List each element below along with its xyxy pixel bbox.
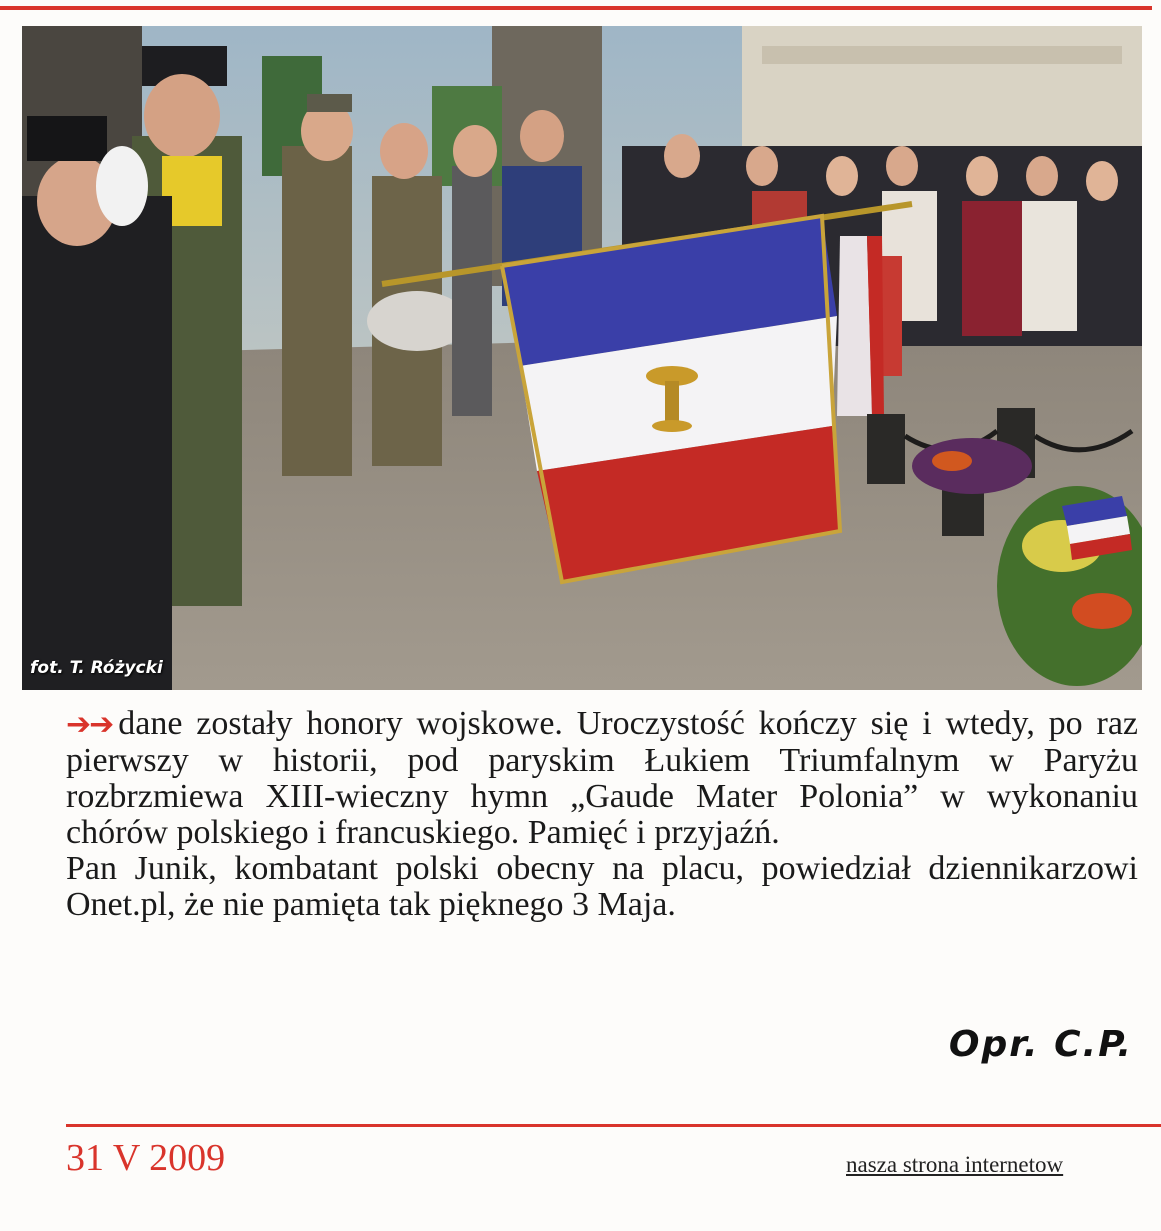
article-paragraph-2: Pan Junik, kombatant polski obecny na placu, powiedział dziennikarzowi Onet.pl, że nie pamięta tak pięknego 3 Maja. — [66, 850, 1138, 923]
article-paragraph-1-text: dane zostały honory wojskowe. Uroczystość kończy się i wtedy, po raz pierwszy w historii, pod paryskim Łukiem Triumfalnym w Paryżu rozbrzmiewa XIII-wieczny hymn „Gaude Mater Polonia” w wykonaniu chórów polskiego i francuskiego. Pamięć i przyjaźń. — [66, 705, 1138, 851]
continuation-arrows-icon: ➔➔ — [66, 707, 113, 742]
photo-credit: fot. T. Różycki — [30, 658, 163, 678]
footer-date: 31 V 2009 — [66, 1137, 226, 1179]
author-signature: Opr. C.P. — [948, 1024, 1133, 1065]
ceremony-photo-illustration — [22, 26, 1142, 690]
bottom-red-rule — [66, 1124, 1161, 1127]
website-link[interactable]: nasza strona internetow — [846, 1152, 1064, 1177]
ceremony-photo — [22, 26, 1142, 690]
article-body — [66, 706, 1138, 923]
top-red-rule — [0, 6, 1152, 10]
article-paragraph-1 — [66, 706, 1138, 851]
